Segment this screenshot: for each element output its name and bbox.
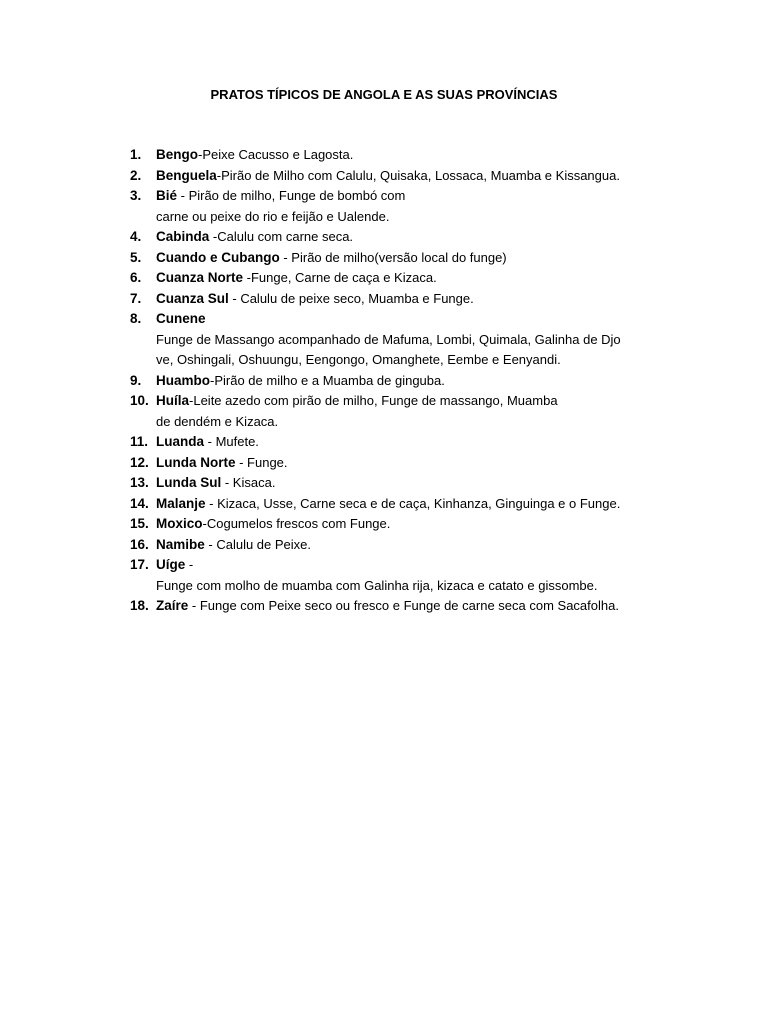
province-name: Cuando e Cubango xyxy=(156,249,280,265)
list-item xyxy=(130,453,690,474)
list-item xyxy=(130,473,690,494)
list-item xyxy=(130,596,690,617)
item-number: 7. xyxy=(130,290,142,306)
item-number: 17. xyxy=(130,557,149,572)
province-name: Namibe xyxy=(156,536,205,552)
province-name: Malanje xyxy=(156,495,206,511)
dish-text: - Kisaca. xyxy=(221,475,276,490)
list-item xyxy=(130,494,690,515)
province-name: Lunda Sul xyxy=(156,475,222,490)
dish-text-continued: ve, Oshingali, Oshuungu, Eengongo, Omanghete, Eembe e Eenyandi. xyxy=(156,352,561,367)
list-item xyxy=(130,227,690,248)
dish-text: -Leite azedo com pirão de milho, Funge de massango, Muamba xyxy=(189,393,558,408)
list-item xyxy=(130,289,690,310)
province-name: Uíge xyxy=(156,557,186,572)
dish-text: - xyxy=(185,557,194,572)
province-name: Lunda Norte xyxy=(156,454,236,470)
list-item xyxy=(130,145,690,166)
document-title: PRATOS TÍPICOS DE ANGOLA E AS SUAS PROVÍNCIAS xyxy=(210,87,558,102)
province-name: Bié xyxy=(156,188,178,203)
dish-text: -Pirão de Milho com Calulu, Quisaka, Lossaca, Muamba e Kissangua. xyxy=(216,167,620,183)
list-item xyxy=(130,432,690,453)
list-item xyxy=(130,535,690,556)
dish-text-continued: Funge de Massango acompanhado de Mafuma, Lombi, Quimala, Galinha de Djo xyxy=(156,331,621,347)
item-number: 5. xyxy=(130,249,142,265)
province-name: Moxico xyxy=(156,516,203,531)
province-name: Cabinda xyxy=(156,229,210,244)
item-number: 6. xyxy=(130,270,142,285)
province-name: Cunene xyxy=(156,311,206,326)
item-number: 15. xyxy=(130,516,149,531)
dish-text-continued: Funge com molho de muamba com Galinha rija, kizaca e catato e gissombe. xyxy=(156,577,598,593)
dish-text: -Peixe Cacusso e Lagosta. xyxy=(198,147,354,162)
item-number: 9. xyxy=(130,372,142,388)
province-dish-list xyxy=(130,145,690,617)
list-item xyxy=(130,268,690,289)
item-number: 18. xyxy=(130,598,149,613)
item-number: 14. xyxy=(130,495,149,511)
item-number: 8. xyxy=(130,311,142,326)
item-number: 1. xyxy=(130,147,142,162)
item-number: 13. xyxy=(130,475,149,490)
item-number: 16. xyxy=(130,536,149,552)
dish-text: - Calulu de peixe seco, Muamba e Funge. xyxy=(228,290,474,306)
province-name: Bengo xyxy=(156,147,198,162)
dish-text: - Calulu de Peixe. xyxy=(204,536,312,552)
dish-text: - Kizaca, Usse, Carne seca e de caça, Kinhanza, Ginguinga e o Funge. xyxy=(205,495,621,511)
dish-text: -Cogumelos frescos com Funge. xyxy=(202,516,391,531)
province-name: Cuanza Sul xyxy=(156,290,229,306)
dish-text: -Calulu com carne seca. xyxy=(209,229,354,244)
item-number: 4. xyxy=(130,229,142,244)
dish-text-continued: de dendém e Kizaca. xyxy=(156,413,279,429)
item-number: 11. xyxy=(130,434,149,449)
item-number: 12. xyxy=(130,454,149,470)
province-name: Luanda xyxy=(156,434,205,449)
list-item xyxy=(130,371,690,392)
list-item xyxy=(130,555,690,596)
dish-text: -Pirão de milho e a Muamba de ginguba. xyxy=(210,372,445,388)
list-item xyxy=(130,248,690,269)
province-name: Huíla xyxy=(156,393,190,408)
dish-text: -Funge, Carne de caça e Kizaca. xyxy=(243,270,437,285)
province-name: Benguela xyxy=(156,167,217,183)
dish-text: - Funge com Peixe seco ou fresco e Funge de carne seca com Sacafolha. xyxy=(188,598,619,613)
list-item xyxy=(130,391,690,432)
list-item xyxy=(130,309,690,371)
list-item xyxy=(130,186,690,227)
province-name: Cuanza Norte xyxy=(156,270,244,285)
dish-text: - Pirão de milho, Funge de bombó com xyxy=(177,188,406,203)
list-item xyxy=(130,514,690,535)
province-name: Huambo xyxy=(156,372,210,388)
item-number: 3. xyxy=(130,188,142,203)
dish-text: - Funge. xyxy=(235,454,288,470)
item-number: 2. xyxy=(130,167,142,183)
dish-text: - Mufete. xyxy=(204,434,259,449)
dish-text: - Pirão de milho(versão local do funge) xyxy=(279,249,507,265)
item-number: 10. xyxy=(130,393,149,408)
dish-text-continued: carne ou peixe do rio e feijão e Ualende. xyxy=(156,208,390,224)
province-name: Zaíre xyxy=(156,598,189,613)
list-item xyxy=(130,166,690,187)
